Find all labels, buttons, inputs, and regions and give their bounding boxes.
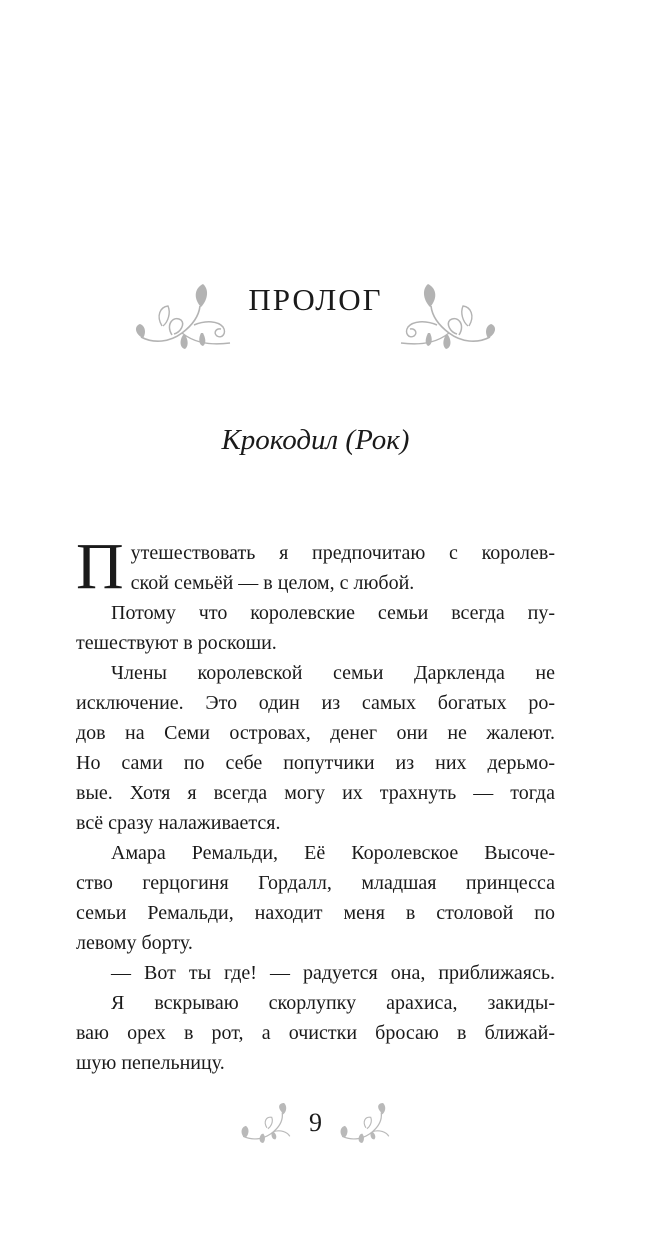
body-line: Члены королевской семьи Даркленда не [111,662,555,684]
body-line: всё сразу налаживается. [76,812,281,834]
body-line: утешествовать я предпочитаю с королев- [130,542,555,564]
body-line: Потому что королевские семьи всегда пу- [111,602,555,624]
page-number: 9 [309,1108,322,1137]
chapter-subtitle: Крокодил (Рок) [221,424,410,456]
drop-cap: П [76,530,124,603]
body-text [76,530,555,1078]
body-line: Но сами по себе попутчики из них дерьмо- [76,752,555,774]
body-paragraph [76,958,555,988]
body-paragraph [76,530,555,603]
body-line: Амара Ремальди, Её Королевское Высоче- [111,842,555,864]
body-line: ство герцогиня Гордалл, младшая принцесса [76,872,555,894]
body-line: шую пепельницу. [76,1052,225,1074]
chapter-heading [76,278,555,356]
body-line: левому борту. [76,932,193,954]
body-line: ваю орех в рот, а очистки бросаю в ближай- [76,1022,555,1044]
floral-sprig-left-icon [239,1103,293,1143]
chapter-title: ПРОЛОГ [248,282,383,317]
body-line: тешествуют в роскоши. [76,632,277,654]
body-paragraph [76,838,555,958]
floral-flourish-right-icon [397,284,497,356]
page-footer [76,1103,555,1143]
body-line: исключение. Это один из самых богатых ро- [76,692,555,714]
body-line: семьи Ремальди, находит меня в столовой по [76,902,555,924]
floral-sprig-right-icon [338,1103,392,1143]
body-line: ской семьёй — в целом, с любой. [130,572,415,594]
body-line: вые. Хотя я всегда могу их трахнуть — тогда [76,782,555,804]
body-paragraph [76,598,555,658]
body-paragraph [76,988,555,1078]
body-line: Я вскрываю скорлупку арахиса, закиды- [111,992,555,1014]
body-line: — Вот ты где! — радуется она, приближаясь. [111,962,555,984]
body-paragraph [76,658,555,838]
floral-flourish-left-icon [134,284,234,356]
body-line: дов на Семи островах, денег они не жалеют. [76,722,555,744]
